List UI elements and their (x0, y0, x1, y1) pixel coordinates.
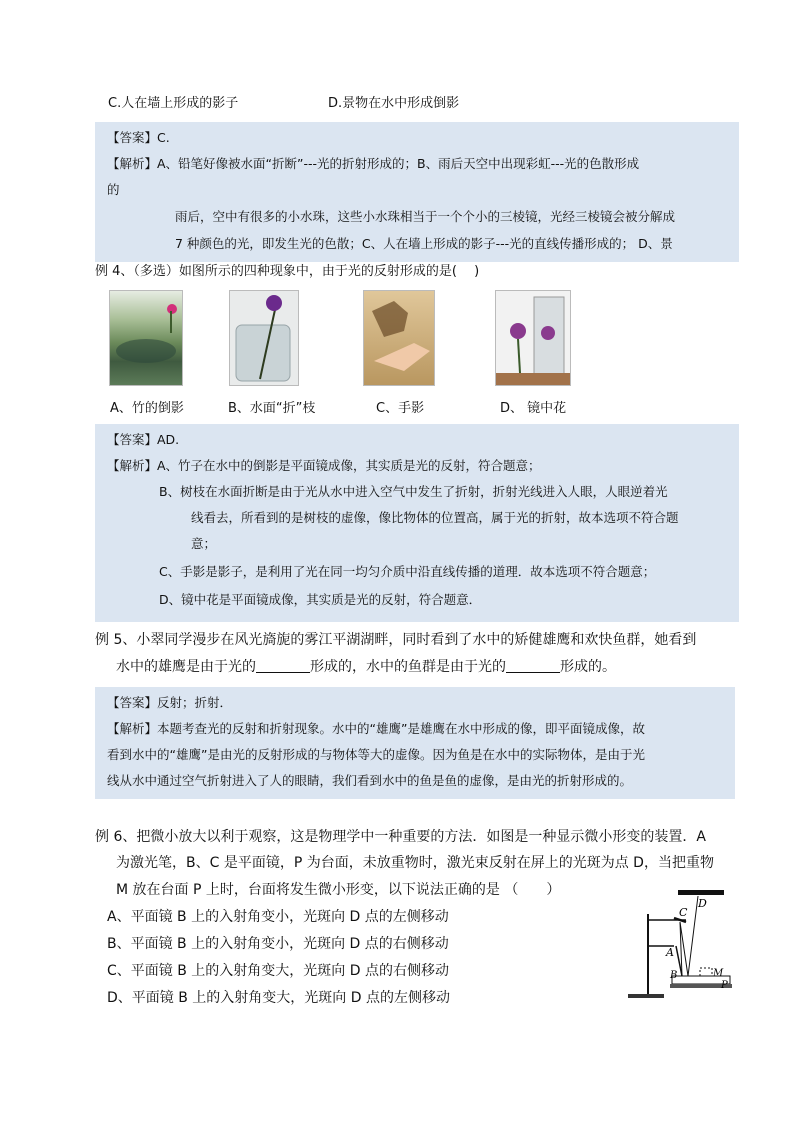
caption-a: A、竹的倒影 (110, 401, 184, 416)
answer-blank (256, 658, 310, 673)
analysis-line: 看到水中的“雄鹰”是由光的反射形成的与物体等大的虚像。因为鱼是在水中的实际物体，是由于光 (107, 747, 645, 762)
analysis-line: D、镜中花是平面镜成像，其实质是光的反射，符合题意． (159, 592, 482, 607)
hand-shadow-image (363, 290, 435, 386)
example5-line2 (116, 657, 616, 677)
option-c-text: C.人在墙上形成的影子 (108, 96, 239, 111)
analysis-line: 雨后，空中有很多的小水珠，这些小水珠相当于一个个小的三棱镜，光经三棱镜会被分解成 (175, 209, 676, 224)
option-c: C、平面镜 B 上的入射角变大，光斑向 D 点的右侧移动 (107, 963, 449, 979)
water-bent-branch-image (229, 290, 299, 386)
answer-label: 【答案】AD. (107, 432, 180, 447)
analysis-line: 线从水中通过空气折射进入了人的眼睛，我们看到水中的鱼是鱼的虚像，是由光的折射形成的。 (107, 773, 633, 788)
caption-b: B、水面“折”枝 (228, 401, 316, 416)
answer-label: 【答案】反射；折射． (107, 695, 233, 710)
example6-line2: 为激光笔，B、C 是平面镜，P 为台面，未放重物时，激光束反射在屏上的光斑为点 D，当把重物 (116, 855, 714, 871)
label-p: P (721, 980, 728, 991)
answer-box-4 (95, 424, 739, 622)
bamboo-reflection-image (109, 290, 183, 386)
example5-text-b: 形成的，水中的鱼群是由于光的 (310, 659, 506, 675)
answer-box-5 (95, 687, 735, 799)
label-b: B (670, 970, 678, 981)
example5-line1: 例 5、小翠同学漫步在风光旖旎的雾江平湖湖畔，同时看到了水中的矫健雄鹰和欢快鱼群，她看到 (95, 632, 697, 648)
caption-c: C、手影 (376, 401, 425, 416)
option-a: A、平面镜 B 上的入射角变小，光斑向 D 点的左侧移动 (107, 909, 449, 925)
option-d: D、平面镜 B 上的入射角变大，光斑向 D 点的左侧移动 (107, 990, 450, 1006)
label-m: M (713, 968, 724, 979)
answer-box-3 (95, 122, 739, 262)
analysis-line: 意； (191, 536, 217, 551)
label-a: A (666, 946, 674, 959)
analysis-line: C、手影是影子，是利用了光在同一均匀介质中沿直线传播的道理．故本选项不符合题意； (159, 564, 656, 579)
answer-label: 【答案】C. (107, 130, 170, 145)
example5-text-c: 形成的。 (560, 659, 616, 675)
example6-line3: M 放在台面 P 上时，台面将发生微小形变，以下说法正确的是 （ ） (116, 882, 561, 898)
label-d: D (698, 897, 707, 910)
option-d-text: D.景物在水中形成倒影 (328, 96, 460, 111)
example6-line1: 例 6、把微小放大以利于观察，这是物理学中一种重要的方法．如图是一种显示微小形变的装置．A (95, 829, 706, 845)
analysis-line: 线看去，所看到的是树枝的虚像，像比物体的位置高，属于光的折射，故本选项不符合题 (191, 510, 679, 525)
analysis-line: B、树枝在水面折断是由于光从水中进入空气中发生了折射，折射光线进入人眼，人眼逆着光 (159, 484, 668, 499)
analysis-line: 【解析】本题考查光的反射和折射现象。水中的“雄鹰”是雄鹰在水中形成的像，即平面镜成像，故 (107, 721, 645, 736)
laser-apparatus-diagram (624, 888, 734, 1002)
example4-question: 例 4、（多选）如图所示的四种现象中，由于光的反射形成的是( ) (95, 264, 480, 279)
analysis-line: 的 (107, 182, 120, 197)
caption-d: D、 镜中花 (500, 401, 567, 416)
example5-text-a: 水中的雄鹰是由于光的 (116, 659, 256, 675)
answer-blank (506, 658, 560, 673)
analysis-line: 7 种颜色的光，即发生光的色散；C、人在墙上形成的影子---光的直线传播形成的； D、景 (175, 236, 673, 251)
label-c: C (679, 906, 688, 919)
option-b: B、平面镜 B 上的入射角变小，光斑向 D 点的右侧移动 (107, 936, 449, 952)
analysis-line: 【解析】A、铅笔好像被水面“折断”---光的折射形成的；B、雨后天空中出现彩虹---光的色散形成 (107, 156, 640, 171)
mirror-flower-image (495, 290, 571, 386)
analysis-line: 【解析】A、竹子在水中的倒影是平面镜成像，其实质是光的反射，符合题意； (107, 458, 541, 473)
